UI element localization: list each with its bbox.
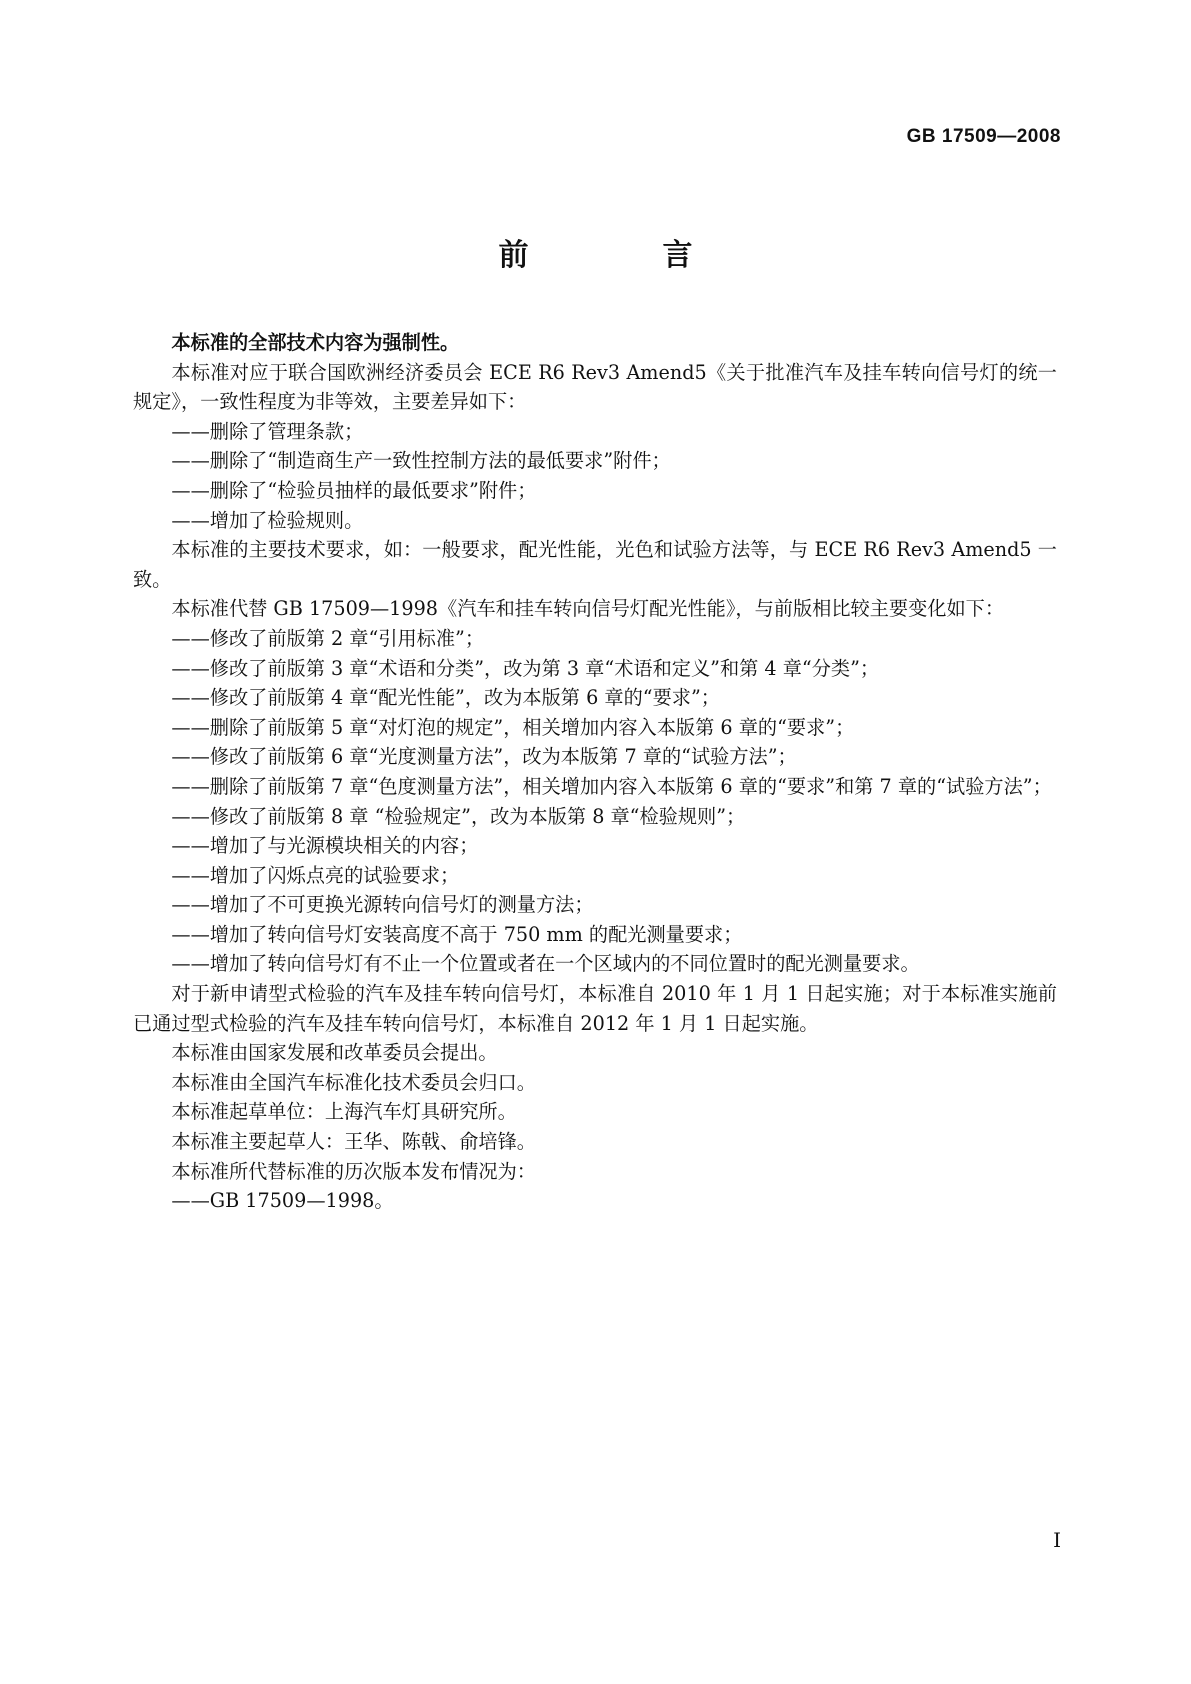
paragraph: 本标准由国家发展和改革委员会提出。: [171, 1041, 498, 1065]
paragraph: 对于新申请型式检验的汽车及挂车转向信号灯，本标准自 2010 年 1 月 1 日起实施；对于本标准实施前已通过型式检验的汽车及挂车转向信号灯，本标准自 2012 年 1 月 1 日起实施。: [133, 982, 1057, 1035]
paragraph: 本标准的主要技术要求，如：一般要求，配光性能，光色和试验方法等，与 ECE R6 Rev3 Amend5 一致。: [133, 538, 1057, 591]
list-item: ——修改了前版第 2 章“引用标准”；: [171, 626, 485, 650]
paragraph: 本标准由全国汽车标准化技术委员会归口。: [171, 1070, 536, 1094]
paragraph: 本标准的全部技术内容为强制性。: [171, 331, 460, 354]
list-item: ——修改了前版第 3 章“术语和分类”，改为第 3 章“术语和定义”和第 4 章“分类”；: [171, 656, 880, 680]
page-title: 前 言: [498, 238, 745, 273]
list-item: ——修改了前版第 8 章 “检验规定”，改为本版第 8 章“检验规则”；: [171, 804, 746, 828]
paragraph: 本标准主要起草人：王华、陈戟、俞培锋。: [171, 1130, 536, 1154]
list-item: ——增加了检验规则。: [171, 508, 364, 532]
paragraph: 本标准代替 GB 17509—1998《汽车和挂车转向信号灯配光性能》，与前版相比较主要变化如下：: [171, 597, 1005, 621]
list-item: ——增加了转向信号灯安装高度不高于 750 mm 的配光测量要求；: [171, 922, 743, 946]
paragraph: 本标准对应于联合国欧洲经济委员会 ECE R6 Rev3 Amend5《关于批准汽车及挂车转向信号灯的统一规定》，一致性程度为非等效，主要差异如下：: [133, 360, 1057, 414]
list-item: ——删除了管理条款；: [171, 419, 364, 443]
document-body: [133, 328, 1057, 1216]
page-number: I: [1053, 1528, 1061, 1552]
list-item: ——删除了“检验员抽样的最低要求”附件；: [171, 478, 537, 502]
paragraph: 本标准所代替标准的历次版本发布情况为：: [171, 1159, 536, 1183]
list-item: ——增加了闪烁点亮的试验要求；: [171, 863, 460, 887]
standard-code: GB 17509—2008: [906, 126, 1061, 147]
list-item: ——修改了前版第 4 章“配光性能”，改为本版第 6 章的“要求”；: [171, 686, 720, 710]
list-item: ——删除了前版第 7 章“色度测量方法”，相关增加内容入本版第 6 章的“要求”和第 7 章的“试验方法”；: [171, 774, 1052, 798]
paragraph: 本标准起草单位：上海汽车灯具研究所。: [171, 1100, 517, 1124]
list-item: ——增加了不可更换光源转向信号灯的测量方法；: [171, 893, 594, 917]
list-item: ——增加了与光源模块相关的内容；: [171, 834, 479, 858]
list-item: ——删除了前版第 5 章“对灯泡的规定”，相关增加内容入本版第 6 章的“要求”；: [171, 715, 855, 739]
list-item: ——GB 17509—1998。: [171, 1189, 394, 1213]
list-item: ——删除了“制造商生产一致性控制方法的最低要求”附件；: [171, 449, 671, 473]
list-item: ——修改了前版第 6 章“光度测量方法”，改为本版第 7 章的“试验方法”；: [171, 745, 797, 769]
list-item: ——增加了转向信号灯有不止一个位置或者在一个区域内的不同位置时的配光测量要求。: [171, 952, 920, 976]
